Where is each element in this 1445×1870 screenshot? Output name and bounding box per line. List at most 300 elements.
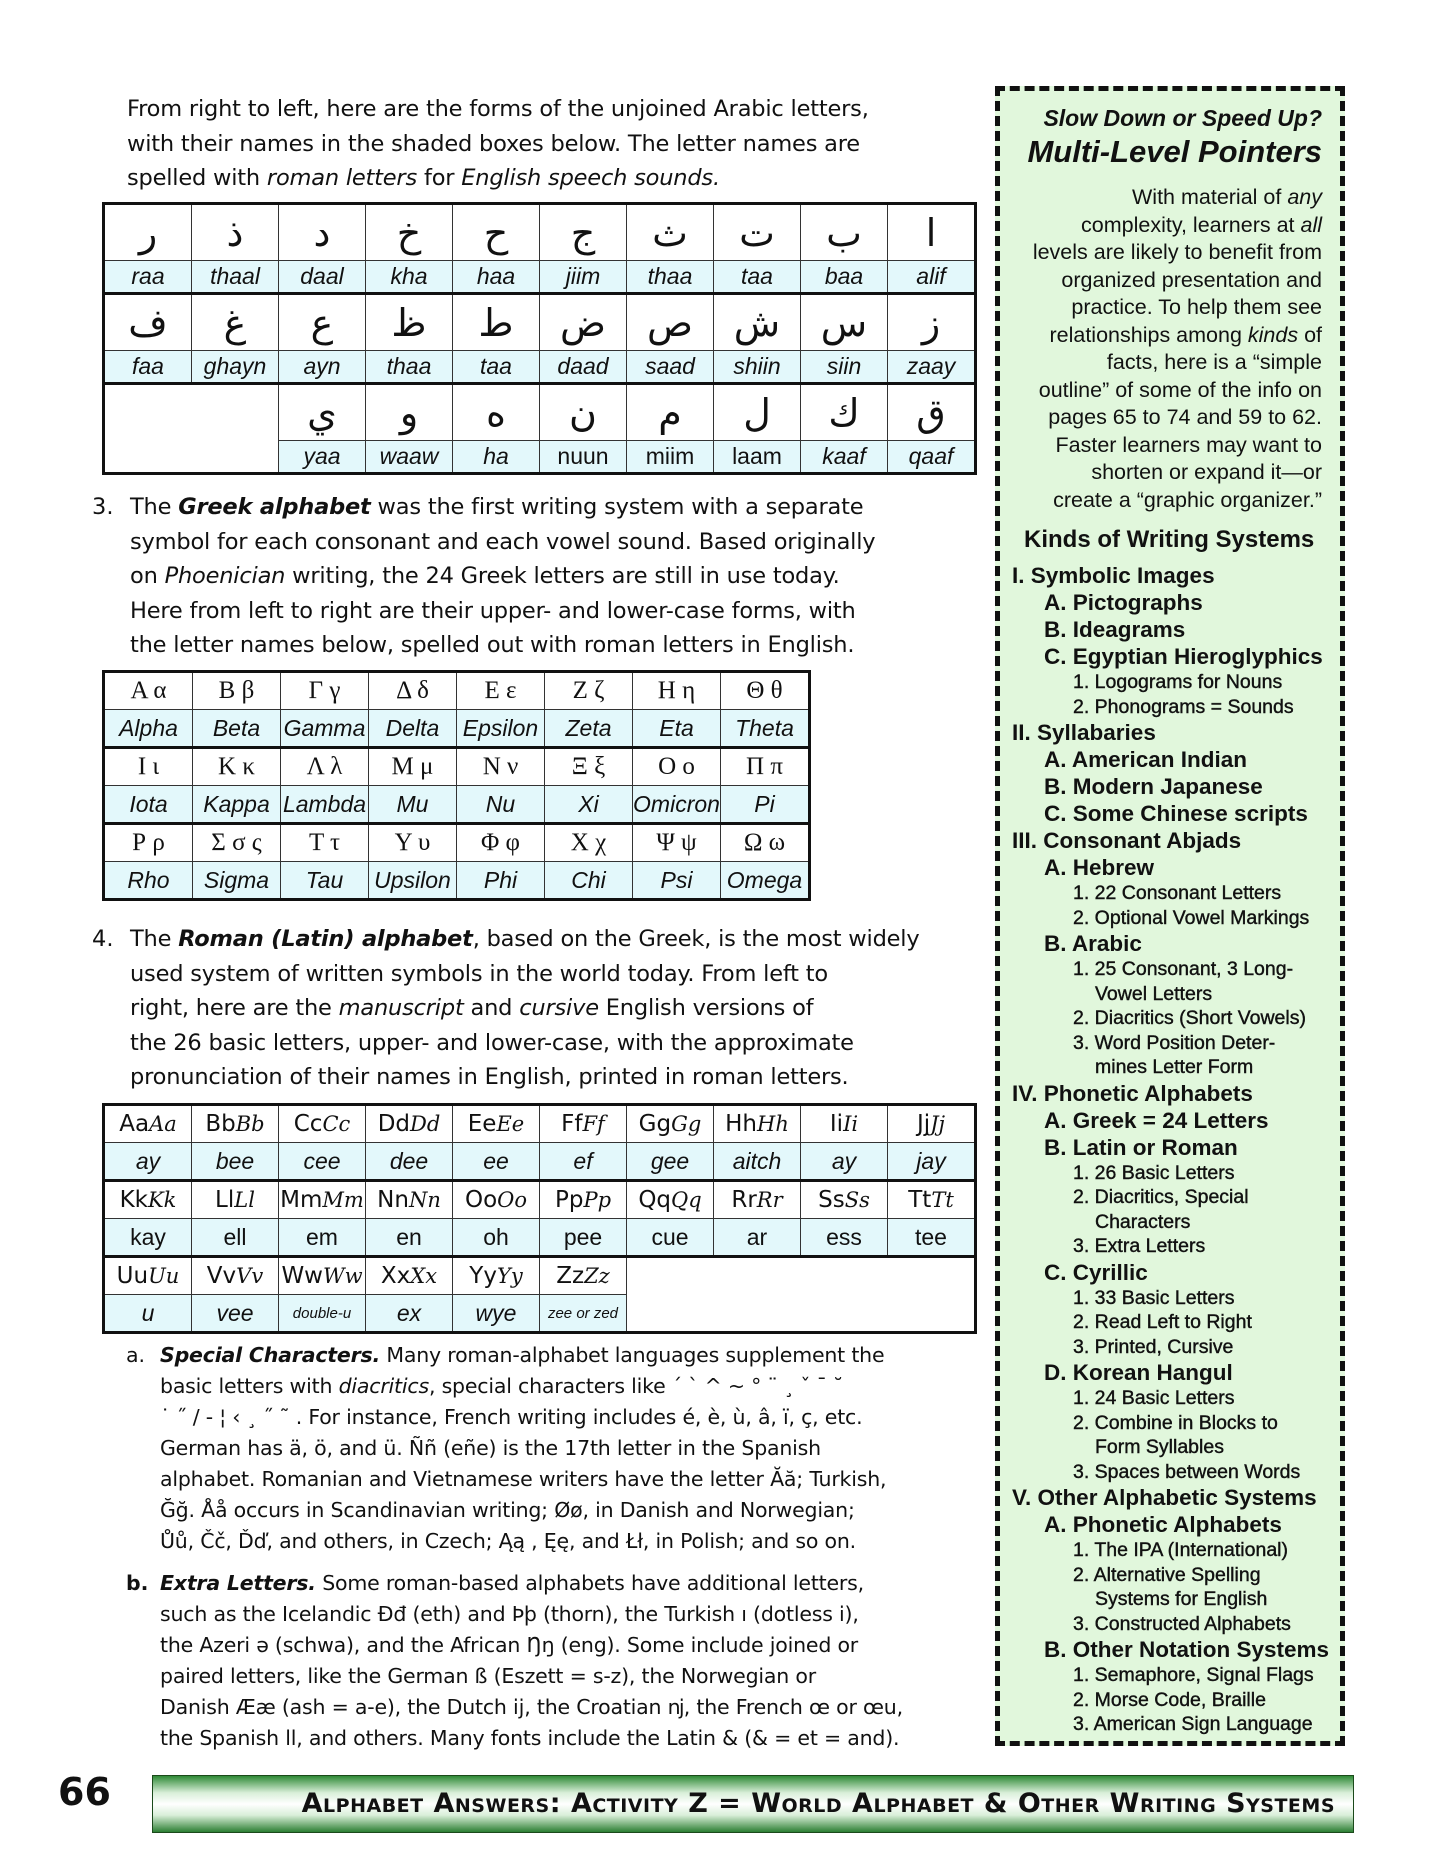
greek-letter: Ε ε	[457, 672, 545, 710]
glyph-row	[104, 1257, 976, 1295]
arabic-letter-name: ha	[453, 441, 540, 474]
emphasis: roman letters	[266, 165, 418, 191]
sidebar-intro-line: complexity, learners at all	[1081, 212, 1322, 237]
roman-letter-name: oh	[453, 1219, 540, 1257]
outline-item	[1010, 906, 1330, 931]
roman-letter-cell	[366, 1257, 453, 1295]
text: , special characters like ´ ` ^ ~ ° ¨ ¸ ˇ ¯ ˘	[428, 1374, 844, 1398]
outline-item	[1010, 1563, 1330, 1612]
arabic-letter-name: jiim	[540, 261, 627, 294]
cursive-letters: Qq	[671, 1188, 702, 1212]
arabic-letter-name: ayn	[279, 351, 366, 384]
outline-item-text: 2. Alternative Spelling	[1073, 1563, 1261, 1586]
outline-item	[1010, 1134, 1330, 1161]
special-line-1	[160, 1340, 1006, 1371]
item-number: 3.	[92, 494, 114, 520]
cursive-letters: Xx	[410, 1264, 438, 1288]
arabic-letter-name: saad	[627, 351, 714, 384]
outline-item-text: 3. Extra Letters	[1073, 1235, 1206, 1257]
arabic-letter-name: siin	[801, 351, 888, 384]
greek-letter: Ψ ψ	[633, 824, 721, 862]
cursive-letters: Ii	[843, 1112, 859, 1136]
manuscript-letters: Ww	[281, 1263, 323, 1289]
outline-item-text: 3. American Sign Language	[1073, 1713, 1313, 1735]
outline-item	[1010, 589, 1330, 616]
arabic-letter-name: qaaf	[888, 441, 976, 474]
text: , based on the Greek, is the most widely	[472, 926, 920, 952]
outline-item	[1010, 854, 1330, 881]
arabic-letter: ه	[453, 384, 540, 441]
roman-letter-cell	[104, 1181, 192, 1219]
empty-cell	[104, 441, 192, 474]
manuscript-letters: Nn	[377, 1187, 409, 1213]
arabic-letter: ض	[540, 294, 627, 351]
roman-letter-cell	[192, 1105, 279, 1143]
outline-item	[1010, 616, 1330, 643]
roman-letter-cell	[888, 1105, 976, 1143]
extra-line-2: such as the Icelandic Ðđ (eth) and Þþ (thorn), the Turkish ı (dotless i),	[160, 1602, 859, 1626]
roman-letter-cell	[192, 1181, 279, 1219]
greek-letter-name: Beta	[193, 710, 281, 748]
cursive-letters: Ee	[496, 1112, 525, 1136]
outline-item-text: 3. Word Position Deter-	[1073, 1031, 1276, 1054]
arabic-letter-name: kaaf	[801, 441, 888, 474]
term: Roman (Latin) alphabet	[178, 926, 473, 952]
text: The	[130, 494, 179, 520]
roman-letter-cell	[714, 1105, 801, 1143]
greek-letter: Θ θ	[721, 672, 810, 710]
glyph-row	[104, 748, 810, 786]
greek-letter-name: Tau	[281, 862, 369, 900]
outline-item-text: 1. 24 Basic Letters	[1073, 1387, 1235, 1409]
text: on	[130, 563, 165, 589]
emphasis: all	[1300, 212, 1322, 237]
glyph-row	[104, 384, 976, 441]
roman-letter-name: tee	[888, 1219, 976, 1257]
special-line-7: Ůů, Čč, Ďď, and others, in Czech; Ąą , Ęę, and Łł, in Polish; and so on.	[160, 1529, 857, 1553]
outline-item	[1010, 881, 1330, 906]
roman-letter-cell	[279, 1181, 366, 1219]
outline-item-text: 3. Printed, Cursive	[1073, 1335, 1234, 1358]
roman-line-4: the 26 basic letters, upper- and lower-case, with the approximate	[130, 1029, 854, 1056]
name-row	[104, 1295, 976, 1333]
term: Greek alphabet	[178, 494, 371, 520]
roman-letter-cell	[627, 1105, 714, 1143]
greek-letter-name: Phi	[457, 862, 545, 900]
arabic-letter: ت	[714, 204, 801, 261]
sidebar-intro	[1010, 184, 1322, 514]
outline-item-text: 2. Diacritics, Special	[1073, 1186, 1249, 1208]
intro-line-2: with their names in the shaded boxes below. The letter names are	[127, 130, 860, 157]
arabic-letter: ف	[104, 294, 192, 351]
name-row	[104, 786, 810, 824]
glyph-row	[104, 294, 976, 351]
glyph-row	[104, 824, 810, 862]
outline-item	[1010, 562, 1330, 589]
roman-line-5: pronunciation of their names in English, printed in roman letters.	[130, 1064, 849, 1090]
extra-line-4: paired letters, like the German ß (Eszett = s-z), the Norwegian or	[160, 1664, 816, 1688]
manuscript-letters: Yy	[469, 1263, 497, 1289]
manuscript-letters: Hh	[725, 1111, 758, 1137]
outline-item-text: 3. Constructed Alphabets	[1073, 1612, 1291, 1635]
greek-letter-name: Omega	[721, 862, 810, 900]
glyph-row	[104, 672, 810, 710]
greek-letter: Σ σ ς	[193, 824, 281, 862]
roman-letter-name: bee	[192, 1143, 279, 1181]
roman-letter-cell	[540, 1257, 627, 1295]
term: Extra Letters.	[160, 1571, 316, 1595]
roman-letter-cell	[888, 1181, 976, 1219]
term: Special Characters.	[160, 1343, 381, 1367]
special-line-5: alphabet. Romanian and Vietnamese writers have the letter Ăă; Turkish,	[160, 1467, 887, 1491]
sidebar-intro-line: relationships among kinds of	[1049, 322, 1322, 347]
sidebar-intro-line: Faster learners may want to	[1055, 432, 1322, 457]
outline-item	[1010, 773, 1330, 800]
arabic-letter-name: ghayn	[192, 351, 279, 384]
outline-item-text: 2. Diacritics (Short Vowels)	[1073, 1007, 1306, 1029]
outline-item-text: A. Phonetic Alphabets	[1044, 1512, 1282, 1537]
greek-letter-name: Delta	[369, 710, 457, 748]
text: for	[417, 165, 462, 191]
empty-cell	[104, 384, 192, 441]
outline-item-text: 1. Logograms for Nouns	[1073, 671, 1283, 693]
greek-letter-name: Psi	[633, 862, 721, 900]
outline-item	[1010, 1712, 1330, 1737]
outline-item-continuation: Characters	[1095, 1210, 1191, 1233]
roman-letter-name: ess	[801, 1219, 888, 1257]
subitem-label: a.	[126, 1343, 146, 1367]
arabic-letter-name: miim	[627, 441, 714, 474]
cursive-letters: Ss	[844, 1188, 870, 1212]
name-row	[104, 351, 976, 384]
cursive-letters: Dd	[410, 1112, 441, 1136]
roman-letter-name: aitch	[714, 1143, 801, 1181]
emphasis: any	[1287, 185, 1322, 209]
special-line-6: Ğğ. Åå occurs in Scandinavian writing; Øø, in Danish and Norwegian;	[160, 1498, 855, 1522]
manuscript-letters: Gg	[638, 1111, 672, 1137]
glyph-row	[104, 204, 976, 261]
outline-item-text: 2. Read Left to Right	[1073, 1311, 1252, 1333]
manuscript-letters: Ee	[467, 1111, 497, 1137]
roman-letter-name: ay	[104, 1143, 192, 1181]
cursive-letters: Tt	[931, 1188, 954, 1212]
greek-letter: Ζ ζ	[545, 672, 633, 710]
outline-item	[1010, 1359, 1330, 1386]
cursive-letters: Kk	[147, 1188, 177, 1212]
roman-letter-cell	[192, 1257, 279, 1295]
outline-item-text: B. Modern Japanese	[1044, 774, 1263, 799]
manuscript-letters: Cc	[293, 1111, 323, 1137]
text: right, here are the	[130, 995, 339, 1021]
greek-letter-name: Iota	[104, 786, 193, 824]
extra-line-1	[160, 1568, 1006, 1599]
name-row	[104, 862, 810, 900]
outline-item	[1010, 1411, 1330, 1460]
arabic-intro	[127, 92, 1007, 196]
sidebar-intro-line: organized presentation and	[1061, 267, 1322, 292]
cursive-letters: Nn	[408, 1188, 441, 1212]
greek-letter-name: Nu	[457, 786, 545, 824]
greek-letter-name: Alpha	[104, 710, 193, 748]
cursive-letters: Pp	[583, 1188, 612, 1212]
arabic-letter-name: taa	[453, 351, 540, 384]
manuscript-letters: Uu	[116, 1263, 149, 1289]
outline-item-text: B. Other Notation Systems	[1044, 1637, 1330, 1662]
outline-item	[1010, 1663, 1330, 1688]
outline-item	[1010, 1688, 1330, 1713]
outline-item-text: 1. 25 Consonant, 3 Long-	[1073, 958, 1294, 980]
sidebar-intro-line: practice. To help them see	[1071, 295, 1322, 319]
outline-item	[1010, 1484, 1330, 1511]
greek-letter-name: Kappa	[193, 786, 281, 824]
manuscript-letters: Ff	[561, 1111, 583, 1137]
roman-letter-name: u	[104, 1295, 192, 1333]
name-row	[104, 1219, 976, 1257]
outline-item	[1010, 1080, 1330, 1107]
arabic-letter: خ	[366, 204, 453, 261]
manuscript-letters: Aa	[119, 1111, 150, 1137]
greek-line-2: symbol for each consonant and each vowel sound. Based originally	[130, 528, 876, 555]
cursive-letters: Gg	[671, 1112, 702, 1136]
outline-item-continuation: mines Letter Form	[1095, 1056, 1254, 1078]
roman-letter-name: double-u	[279, 1295, 366, 1333]
roman-letter-name: ar	[714, 1219, 801, 1257]
greek-letter-name: Epsilon	[457, 710, 545, 748]
special-line-4: German has ä, ö, and ü. Ññ (eñe) is the 17th letter in the Spanish	[160, 1436, 821, 1460]
manuscript-letters: Kk	[119, 1187, 148, 1213]
arabic-letter: ث	[627, 204, 714, 261]
page-number: 66	[58, 1770, 111, 1814]
outline-item-text: C. Some Chinese scripts	[1044, 801, 1308, 826]
outline-item-text: 1. The IPA (International)	[1073, 1539, 1288, 1561]
arabic-letter-name: raa	[104, 261, 192, 294]
arabic-letter: ظ	[366, 294, 453, 351]
intro-line-1: From right to left, here are the forms of the unjoined Arabic letters,	[127, 96, 869, 122]
manuscript-letters: Rr	[731, 1187, 757, 1213]
text: The	[130, 926, 179, 952]
roman-letter-name: em	[279, 1219, 366, 1257]
arabic-letter-name: shiin	[714, 351, 801, 384]
greek-letter: Δ δ	[369, 672, 457, 710]
cursive-letters: Mm	[322, 1188, 364, 1212]
outline-item-text: 1. 33 Basic Letters	[1073, 1286, 1235, 1309]
arabic-letter: ط	[453, 294, 540, 351]
manuscript-letters: Vv	[206, 1263, 237, 1289]
roman-line-3	[130, 991, 992, 1026]
sidebar-subtitle: Slow Down or Speed Up?	[1043, 105, 1322, 131]
arabic-letter-name: zaay	[888, 351, 976, 384]
empty-cell	[192, 441, 279, 474]
glyph-row	[104, 1181, 976, 1219]
greek-letter: Ο ο	[633, 748, 721, 786]
roman-letter-cell	[627, 1181, 714, 1219]
arabic-letter-name: daal	[279, 261, 366, 294]
greek-line-3	[130, 559, 992, 594]
outline-item-continuation: Systems for English	[1095, 1588, 1268, 1610]
greek-letter: Η η	[633, 672, 721, 710]
sidebar-intro-line: outline” of some of the info on	[1038, 377, 1322, 402]
greek-letter: Φ φ	[457, 824, 545, 862]
text: basic letters with	[160, 1374, 339, 1398]
roman-letter-name: ee	[453, 1143, 540, 1181]
outline-item	[1010, 1031, 1330, 1080]
outline-item	[1010, 746, 1330, 773]
roman-letter-name: ex	[366, 1295, 453, 1333]
emphasis: diacritics	[338, 1374, 429, 1398]
cursive-letters: Hh	[757, 1112, 789, 1136]
greek-letter-name: Lambda	[281, 786, 369, 824]
arabic-letter: ج	[540, 204, 627, 261]
special-line-3: ˙ ˝ / - ¦ ‹ ¸ ˝ ˜ . For instance, French writing includes é, è, ù, â, ï, ç, etc.	[160, 1405, 863, 1429]
roman-letter-cell	[104, 1105, 192, 1143]
arabic-letter: ع	[279, 294, 366, 351]
multi-level-pointers-sidebar	[995, 86, 1345, 1746]
arabic-letter-name: yaa	[279, 441, 366, 474]
outline-item-text: 1. 26 Basic Letters	[1073, 1161, 1235, 1184]
arabic-letter: ب	[801, 204, 888, 261]
sidebar-intro-line: shorten or expand it—or	[1091, 460, 1322, 484]
cursive-letters: Oo	[497, 1188, 528, 1212]
arabic-letter: س	[801, 294, 888, 351]
greek-line-1	[130, 490, 992, 525]
roman-letter-cell	[714, 1181, 801, 1219]
roman-letter-name: dee	[366, 1143, 453, 1181]
text: Many roman-alphabet languages supplement the	[380, 1343, 885, 1367]
cursive-letters: Ff	[582, 1112, 605, 1136]
outline-item-continuation: Vowel Letters	[1095, 982, 1213, 1005]
arabic-letter-name: thaal	[192, 261, 279, 294]
outline-item-text: 2. Morse Code, Braille	[1073, 1688, 1266, 1711]
greek-letter-name: Sigma	[193, 862, 281, 900]
intro-line-3	[127, 161, 1007, 196]
greek-letter: Υ υ	[369, 824, 457, 862]
roman-letter-name: zee or zed	[540, 1295, 627, 1333]
roman-letter-cell	[279, 1105, 366, 1143]
extra-line-5: Danish Ææ (ash = a-e), the Dutch ĳ, the Croatian ǌ, the French œ or œu,	[160, 1695, 903, 1719]
outline-item-text: A. Pictographs	[1044, 590, 1203, 615]
greek-letter-name: Zeta	[545, 710, 633, 748]
outline-item-text: A. Greek = 24 Letters	[1044, 1107, 1269, 1133]
greek-letter-name: Theta	[721, 710, 810, 748]
outline-item	[1010, 1460, 1330, 1485]
special-line-2	[160, 1371, 1006, 1402]
empty-cell	[192, 384, 279, 441]
greek-letter: Χ χ	[545, 824, 633, 862]
manuscript-letters: Zz	[556, 1263, 585, 1289]
outline-item	[1010, 1259, 1330, 1286]
manuscript-letters: Bb	[205, 1111, 236, 1137]
greek-letter-name: Omicron	[633, 786, 721, 824]
emphasis: kinds	[1247, 322, 1299, 347]
greek-letter: Λ λ	[281, 748, 369, 786]
sidebar-title: Multi-Level Pointers	[1027, 134, 1322, 169]
manuscript-letters: Ss	[818, 1187, 845, 1213]
manuscript-letters: Pp	[554, 1187, 584, 1213]
roman-letter-name: ef	[540, 1143, 627, 1181]
outline-item-text: 2. Combine in Blocks to	[1073, 1411, 1278, 1434]
arabic-letter: غ	[192, 294, 279, 351]
roman-letter-table	[102, 1103, 977, 1334]
sidebar-intro-line: create a “graphic organizer.”	[1053, 487, 1322, 512]
manuscript-letters: Dd	[377, 1111, 411, 1137]
subitem-label: b.	[126, 1571, 149, 1595]
outline-item	[1010, 1538, 1330, 1563]
greek-letter: Κ κ	[193, 748, 281, 786]
writing-systems-outline	[1010, 562, 1330, 1737]
arabic-letter-name: daad	[540, 351, 627, 384]
cursive-letters: Rr	[756, 1188, 783, 1212]
greek-letter-name: Mu	[369, 786, 457, 824]
greek-letter-name: Upsilon	[369, 862, 457, 900]
outline-item-text: C. Cyrillic	[1044, 1259, 1148, 1285]
outline-item-text: 1. 22 Consonant Letters	[1073, 882, 1282, 904]
outline-item-text: IV. Phonetic Alphabets	[1012, 1080, 1253, 1106]
outline-item	[1010, 957, 1330, 1006]
manuscript-letters: Jj	[916, 1111, 931, 1137]
roman-letter-cell	[366, 1181, 453, 1219]
outline-item-text: B. Ideagrams	[1044, 617, 1186, 642]
roman-letter-name: gee	[627, 1143, 714, 1181]
roman-letter-name: ay	[801, 1143, 888, 1181]
roman-letter-cell	[540, 1105, 627, 1143]
outline-item	[1010, 930, 1330, 957]
outline-item-text: III. Consonant Abjads	[1012, 828, 1242, 853]
roman-letter-cell	[366, 1105, 453, 1143]
sidebar-intro-line: With material of any	[1132, 185, 1322, 209]
roman-letter-name: jay	[888, 1143, 976, 1181]
greek-letter: Ξ ξ	[545, 748, 633, 786]
outline-item	[1010, 643, 1330, 670]
special-characters-paragraph	[126, 1340, 1006, 1557]
greek-letter-name: Pi	[721, 786, 810, 824]
greek-letter: Ω ω	[721, 824, 810, 862]
roman-letter-name: pee	[540, 1219, 627, 1257]
roman-letter-cell	[279, 1257, 366, 1295]
roman-line-2: used system of written symbols in the world today. From left to	[130, 960, 828, 987]
outline-item	[1010, 1107, 1330, 1134]
sidebar-intro-line: facts, here is a “simple	[1106, 350, 1322, 374]
roman-letter-name: en	[366, 1219, 453, 1257]
footer-banner-text: Alphabet Answers: Activity Z = World Alphabet & Other Writing Systems	[301, 1788, 1335, 1819]
greek-letter: Μ μ	[369, 748, 457, 786]
sidebar-intro-line: levels are likely to benefit from	[1032, 240, 1322, 264]
glyph-row	[104, 1105, 976, 1143]
greek-section-text	[92, 490, 992, 663]
text: spelled with	[127, 165, 267, 191]
arabic-letter-name: laam	[714, 441, 801, 474]
outline-item	[1010, 719, 1330, 746]
outline-item-text: V. Other Alphabetic Systems	[1012, 1485, 1317, 1510]
manuscript-letters: Ll	[215, 1187, 235, 1213]
emphasis: Phoenician	[164, 563, 286, 589]
arabic-letter: ح	[453, 204, 540, 261]
greek-line-4: Here from left to right are their upper- and lower-case forms, with	[130, 597, 856, 624]
outline-item	[1010, 1511, 1330, 1538]
arabic-letter-name: waaw	[366, 441, 453, 474]
arabic-letter: و	[366, 384, 453, 441]
greek-letter: Π π	[721, 748, 810, 786]
emphasis: cursive	[519, 995, 599, 1021]
arabic-letter-name: thaa	[627, 261, 714, 294]
cursive-letters: Yy	[496, 1264, 523, 1288]
emphasis: English speech sounds.	[461, 165, 720, 191]
text: and	[463, 995, 520, 1021]
arabic-letter-name: kha	[366, 261, 453, 294]
outline-item-text: C. Egyptian Hieroglyphics	[1044, 644, 1323, 669]
roman-letter-name: wye	[453, 1295, 540, 1333]
outline-item	[1010, 1286, 1330, 1311]
greek-letter: Ν ν	[457, 748, 545, 786]
